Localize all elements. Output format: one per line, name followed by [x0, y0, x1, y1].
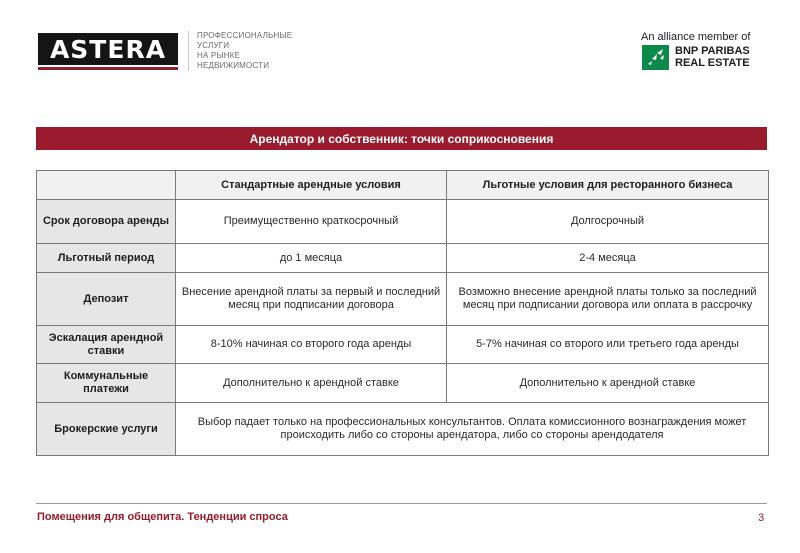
tagline-line: ПРОФЕССИОНАЛЬНЫЕ [197, 31, 293, 40]
table-cell: Дополнительно к арендной ставке [447, 364, 769, 403]
logo-underline [38, 67, 178, 70]
astera-logo [38, 33, 178, 65]
row-header: Брокерские услуги [37, 403, 176, 456]
table-cell: до 1 месяца [176, 244, 447, 273]
alliance-text: An alliance member of [641, 31, 751, 43]
table-row [37, 244, 769, 273]
page-number: 3 [758, 512, 765, 524]
tagline-line: УСЛУГИ [197, 41, 230, 50]
logo-text: ASTERA [49, 34, 167, 64]
tagline-line: НА РЫНКЕ [197, 51, 241, 60]
table-cell: Возможно внесение арендной платы только за последний месяц при подписании договора или оплата в рассрочку [447, 273, 769, 326]
table-cell: 5-7% начиная со второго или третьего года аренды [447, 326, 769, 364]
row-header: Коммунальные платежи [37, 364, 176, 403]
footer-divider [36, 503, 767, 504]
table-row [37, 403, 769, 456]
partner-name-line: BNP PARIBAS [675, 45, 750, 57]
table-row [37, 326, 769, 364]
slide-title: Арендатор и собственник: точки соприкосновения [36, 127, 767, 150]
partner-name [675, 45, 750, 69]
table-header-row [37, 171, 769, 200]
row-header: Льготный период [37, 244, 176, 273]
column-header [37, 171, 176, 200]
tagline-line: НЕДВИЖИМОСТИ [197, 61, 270, 70]
table-cell: 8-10% начиная со второго года аренды [176, 326, 447, 364]
company-tagline [197, 31, 327, 71]
table-row [37, 273, 769, 326]
table-cell: Внесение арендной платы за первый и последний месяц при подписании договора [176, 273, 447, 326]
table-row [37, 200, 769, 244]
table-cell: Преимущественно краткосрочный [176, 200, 447, 244]
column-header: Льготные условия для ресторанного бизнеса [447, 171, 769, 200]
footer-title: Помещения для общепита. Тенденции спроса [37, 511, 288, 523]
header-divider [188, 31, 189, 71]
comparison-table [36, 170, 769, 456]
partner-name-line: REAL ESTATE [675, 57, 750, 69]
table-cell: Дополнительно к арендной ставке [176, 364, 447, 403]
column-header: Стандартные арендные условия [176, 171, 447, 200]
table-cell-merged: Выбор падает только на профессиональных консультантов. Оплата комиссионного вознаграждения может происходить либо со стороны арендатора, либо со стороны арендодателя [176, 403, 769, 456]
table-cell: Долгосрочный [447, 200, 769, 244]
table-cell: 2-4 месяца [447, 244, 769, 273]
table-row [37, 364, 769, 403]
row-header: Депозит [37, 273, 176, 326]
row-header: Срок договора аренды [37, 200, 176, 244]
row-header: Эскалация арендной ставки [37, 326, 176, 364]
bnp-paribas-logo-icon [642, 45, 669, 70]
